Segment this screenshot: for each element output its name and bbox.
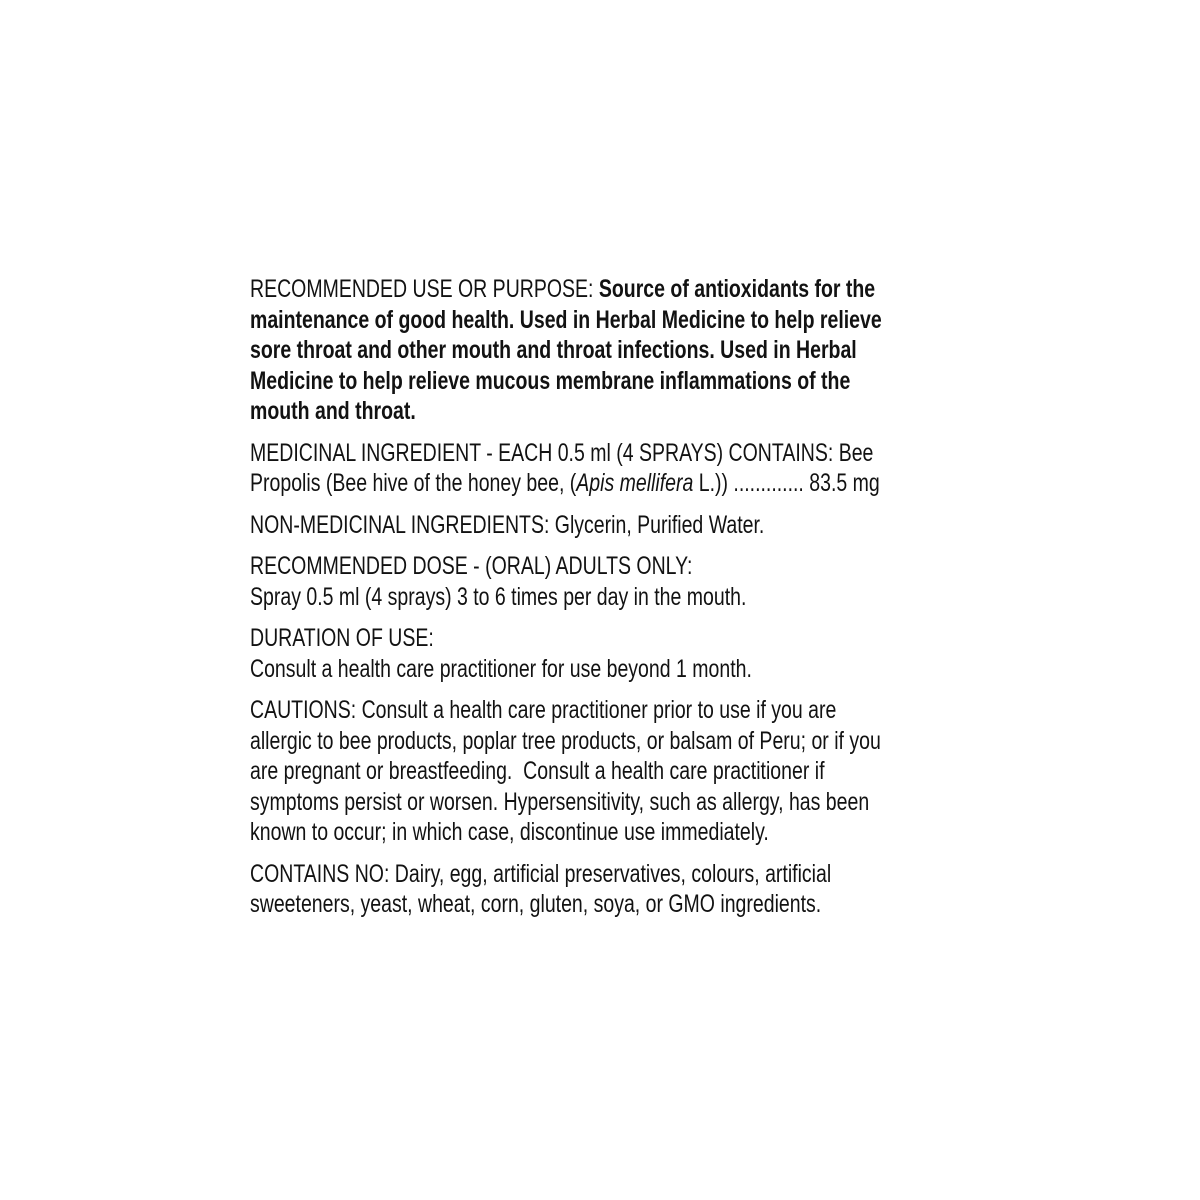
text-line [250, 817, 952, 848]
text-line [250, 510, 952, 541]
text-segment: Medicine to help relieve mucous membrane inflammations of the [250, 366, 851, 395]
text-segment: CONTAINS NO: Dairy, egg, artificial preservatives, colours, artificial [250, 859, 832, 888]
text-segment: Spray 0.5 ml (4 sprays) 3 to 6 times per day in the mouth. [250, 582, 747, 611]
text-line [250, 756, 952, 787]
text-segment: DURATION OF USE: [250, 624, 434, 652]
text-segment: L.)) ............. 83.5 mg [693, 469, 880, 497]
paragraph-recommended-dose [250, 551, 952, 612]
text-segment: Apis mellifera [576, 469, 694, 497]
text-line [250, 582, 952, 613]
text-segment: CAUTIONS: Consult a health care practitioner prior to use if you are [250, 696, 837, 724]
text-line [250, 438, 952, 469]
paragraph-recommended-use [250, 274, 952, 427]
paragraph-contains-no [250, 859, 952, 920]
text-line [250, 889, 952, 920]
text-segment: sweeteners, yeast, wheat, corn, gluten, soya, or GMO ingredients. [250, 890, 822, 918]
text-segment: RECOMMENDED DOSE - (ORAL) ADULTS ONLY: [250, 552, 693, 580]
text-line [250, 787, 952, 818]
text-line [250, 859, 952, 890]
text-line [250, 305, 952, 336]
text-line [250, 695, 952, 726]
text-segment: Consult a health care practitioner for use beyond 1 month. [250, 654, 752, 683]
paragraph-non-medicinal-ingredients [250, 510, 952, 541]
text-segment: Propolis (Bee hive of the honey bee, ( [250, 469, 577, 497]
text-line [250, 468, 952, 499]
text-line [250, 396, 952, 427]
text-line [250, 551, 952, 582]
text-line [250, 335, 952, 366]
paragraph-medicinal-ingredient [250, 438, 952, 499]
text-line [250, 654, 952, 685]
text-segment: sore throat and other mouth and throat infections. Used in Herbal [250, 336, 857, 364]
text-segment: mouth and throat. [250, 397, 416, 425]
text-line [250, 726, 952, 757]
label-text-block [250, 274, 952, 931]
text-segment: symptoms persist or worsen. Hypersensitivity, such as allergy, has been [250, 787, 870, 816]
text-segment: NON-MEDICINAL INGREDIENTS: Glycerin, Purified Water. [250, 510, 765, 539]
text-segment: are pregnant or breastfeeding. Consult a health care practitioner if [250, 757, 825, 785]
text-segment: allergic to bee products, poplar tree products, or balsam of Peru; or if you [250, 726, 881, 755]
text-segment: Source of antioxidants for the [598, 275, 876, 303]
text-line [250, 366, 952, 397]
text-segment: RECOMMENDED USE OR PURPOSE: [250, 275, 599, 303]
text-line [250, 274, 952, 305]
text-segment: known to occur; in which case, discontinue use immediately. [250, 818, 769, 846]
text-segment: MEDICINAL INGREDIENT - EACH 0.5 ml (4 SPRAYS) CONTAINS: Bee [250, 438, 874, 467]
paragraph-duration-of-use [250, 623, 952, 684]
text-segment: maintenance of good health. Used in Herbal Medicine to help relieve [250, 305, 882, 334]
paragraph-cautions [250, 695, 952, 848]
text-line [250, 623, 952, 654]
